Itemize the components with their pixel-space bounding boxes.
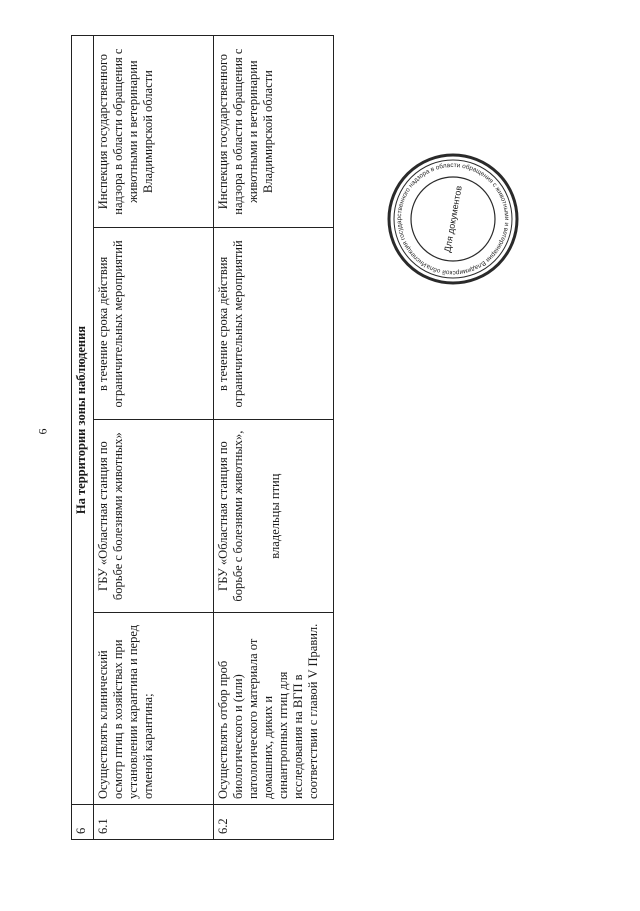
measures-table bbox=[71, 35, 334, 840]
table-row bbox=[93, 36, 213, 840]
rotated-table-area bbox=[71, 35, 334, 840]
table-row bbox=[213, 36, 333, 840]
row-executor bbox=[93, 420, 213, 612]
row-executor-text: ГБУ «Областная станция по борьбе с болезнями животных» bbox=[95, 432, 125, 601]
row-term: в течение срока действия ограничительных мероприятий bbox=[213, 228, 333, 420]
row-term: в течение срока действия ограничительных мероприятий bbox=[93, 228, 213, 420]
row-executor-text: ГБУ «Областная станция по борьбе с болезнями животных», bbox=[215, 430, 245, 602]
row-executor bbox=[213, 420, 333, 612]
row-responsible: Инспекция государственного надзора в области обращения с животными и ветеринарии Владимирской области bbox=[213, 36, 333, 228]
row-action: Осуществлять клинический осмотр птиц в хозяйствах при установлении карантина и перед отменой карантина; bbox=[93, 612, 213, 804]
table-wrapper bbox=[71, 35, 334, 840]
section-title: На территории зоны наблюдения bbox=[72, 36, 94, 805]
row-executor-extra: владельцы птиц bbox=[267, 473, 282, 559]
stamp-ring-textpath: Инспекция государственного надзора в области обращения с животными и ветеринарии Владимирской области bbox=[395, 161, 511, 277]
page-number: 6 bbox=[35, 428, 50, 435]
section-number: 6 bbox=[72, 805, 94, 840]
row-number: 6.1 bbox=[93, 805, 213, 840]
official-stamp bbox=[386, 152, 520, 286]
row-responsible: Инспекция государственного надзора в области обращения с животными и ветеринарии Владимирской области bbox=[93, 36, 213, 228]
row-number: 6.2 bbox=[213, 805, 333, 840]
stamp-center-text: Для документов bbox=[442, 184, 464, 254]
section-header-row bbox=[72, 36, 94, 840]
row-action: Осуществлять отбор проб биологического и (или) патологического материала от домашних, диких и синантропных птиц для исследования на ВГП в соответствии с главой V Правил. bbox=[213, 612, 333, 804]
